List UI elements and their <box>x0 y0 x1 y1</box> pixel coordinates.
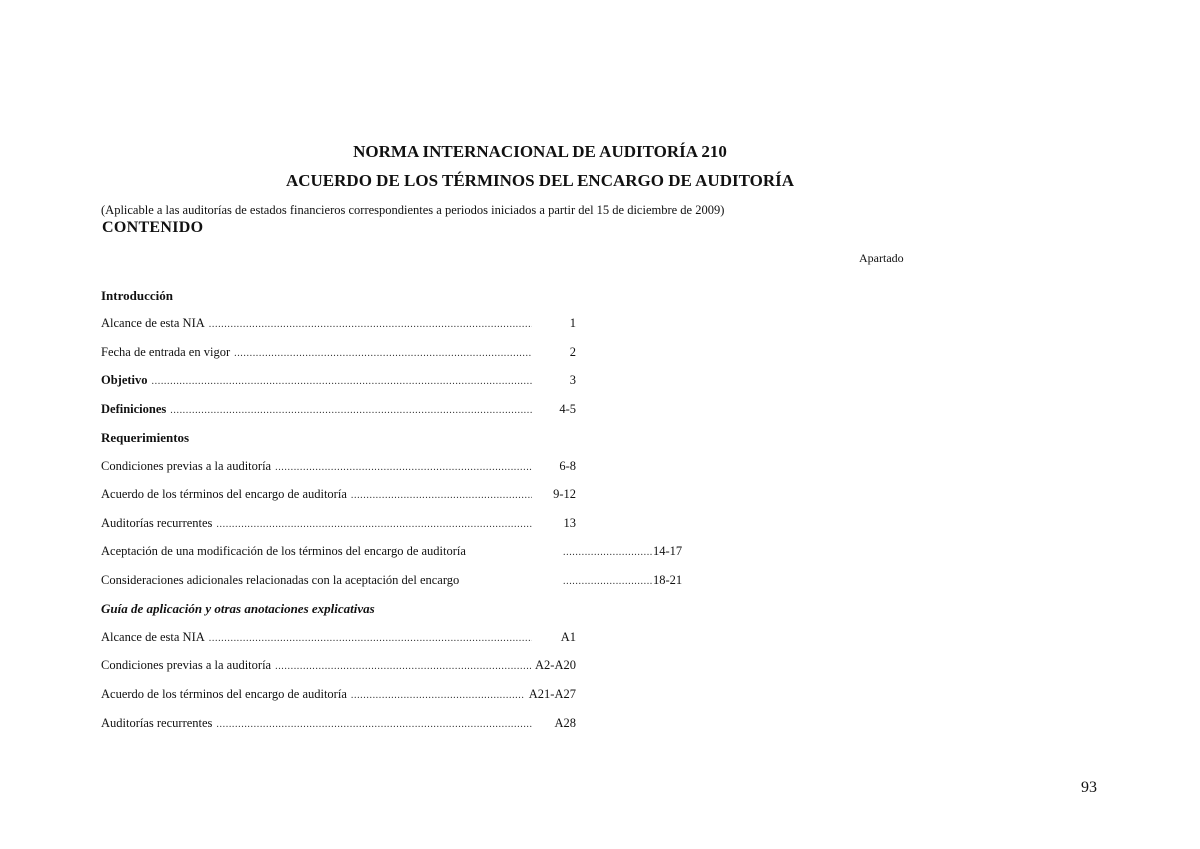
toc-entry-label: Definiciones <box>101 402 167 416</box>
toc-entry-label: Objetivo <box>101 373 148 387</box>
section-heading-requerimientos: Requerimientos <box>101 430 190 445</box>
toc-entry-ref: 1 <box>569 316 576 330</box>
dot-leader <box>563 576 653 587</box>
contents-heading: CONTENIDO <box>102 219 204 236</box>
toc-entry <box>101 630 576 646</box>
toc-entry-label: Acuerdo de los términos del encargo de auditoría <box>101 687 347 701</box>
toc-entry-objetivo <box>101 373 576 389</box>
toc-entry <box>101 658 576 674</box>
toc-entry-ref: 6-8 <box>559 459 576 473</box>
toc-entry-ref: 14-17 <box>653 544 683 558</box>
toc-entry-ref: 9-12 <box>553 487 576 501</box>
toc-entry-label: Fecha de entrada en vigor <box>101 345 231 359</box>
dot-leader <box>275 661 531 672</box>
section-heading-introduccion: Introducción <box>101 288 173 303</box>
toc-entry <box>101 345 576 361</box>
toc-entry-ref: A2-A20 <box>535 658 576 672</box>
document-subtitle-title: ACUERDO DE LOS TÉRMINOS DEL ENCARGO DE AUDITORÍA <box>285 171 795 190</box>
applicability-note: (Aplicable a las auditorías de estados financieros correspondientes a periodos iniciados a partir del 15 de diciembre de 2009) <box>101 203 725 217</box>
section-heading-guia: Guía de aplicación y otras anotaciones explicativas <box>101 601 375 616</box>
toc-entry-label: Alcance de esta NIA <box>101 630 205 644</box>
toc-entry-ref: 13 <box>563 516 576 530</box>
toc-entry-label: Auditorías recurrentes <box>101 716 213 730</box>
toc-entry-ref: A21-A27 <box>528 687 576 701</box>
toc-entry <box>101 573 691 589</box>
dot-leader <box>351 690 525 701</box>
toc-entry-ref: 18-21 <box>653 573 683 587</box>
dot-leader <box>234 348 532 359</box>
toc-entry-label: Aceptación de una modificación de los términos del encargo de auditoría <box>101 544 466 558</box>
toc-entry <box>101 459 576 475</box>
toc-entry-label: Condiciones previas a la auditoría <box>101 459 272 473</box>
dot-leader <box>152 376 532 387</box>
toc-entry <box>101 487 576 503</box>
toc-entry <box>101 544 691 560</box>
dot-leader <box>209 319 532 330</box>
toc-entry-ref: 2 <box>569 345 576 359</box>
dot-leader <box>351 490 532 501</box>
toc-entry-ref: 4-5 <box>559 402 576 416</box>
document-title: NORMA INTERNACIONAL DE AUDITORÍA 210 <box>353 142 727 161</box>
column-header-apartado: Apartado <box>859 251 904 265</box>
toc-entry <box>101 316 576 332</box>
dot-leader <box>170 405 532 416</box>
toc-entry-ref: A1 <box>560 630 576 644</box>
toc-entry <box>101 516 576 532</box>
toc-entry <box>101 687 576 703</box>
dot-leader <box>563 547 653 558</box>
dot-leader <box>216 719 532 730</box>
toc-entry-ref: 3 <box>569 373 576 387</box>
toc-entry-definiciones <box>101 402 576 418</box>
toc-entry-label: Alcance de esta NIA <box>101 316 205 330</box>
toc-entry-ref: A28 <box>554 716 576 730</box>
toc-entry <box>101 716 576 732</box>
page-number: 93 <box>1081 779 1097 796</box>
dot-leader <box>275 462 532 473</box>
toc-entry-label: Auditorías recurrentes <box>101 516 213 530</box>
toc-entry-label: Acuerdo de los términos del encargo de auditoría <box>101 487 347 501</box>
dot-leader <box>209 633 532 644</box>
dot-leader <box>216 519 532 530</box>
toc-entry-label: Condiciones previas a la auditoría <box>101 658 272 672</box>
toc-entry-label: Consideraciones adicionales relacionadas con la aceptación del encargo <box>101 573 460 587</box>
